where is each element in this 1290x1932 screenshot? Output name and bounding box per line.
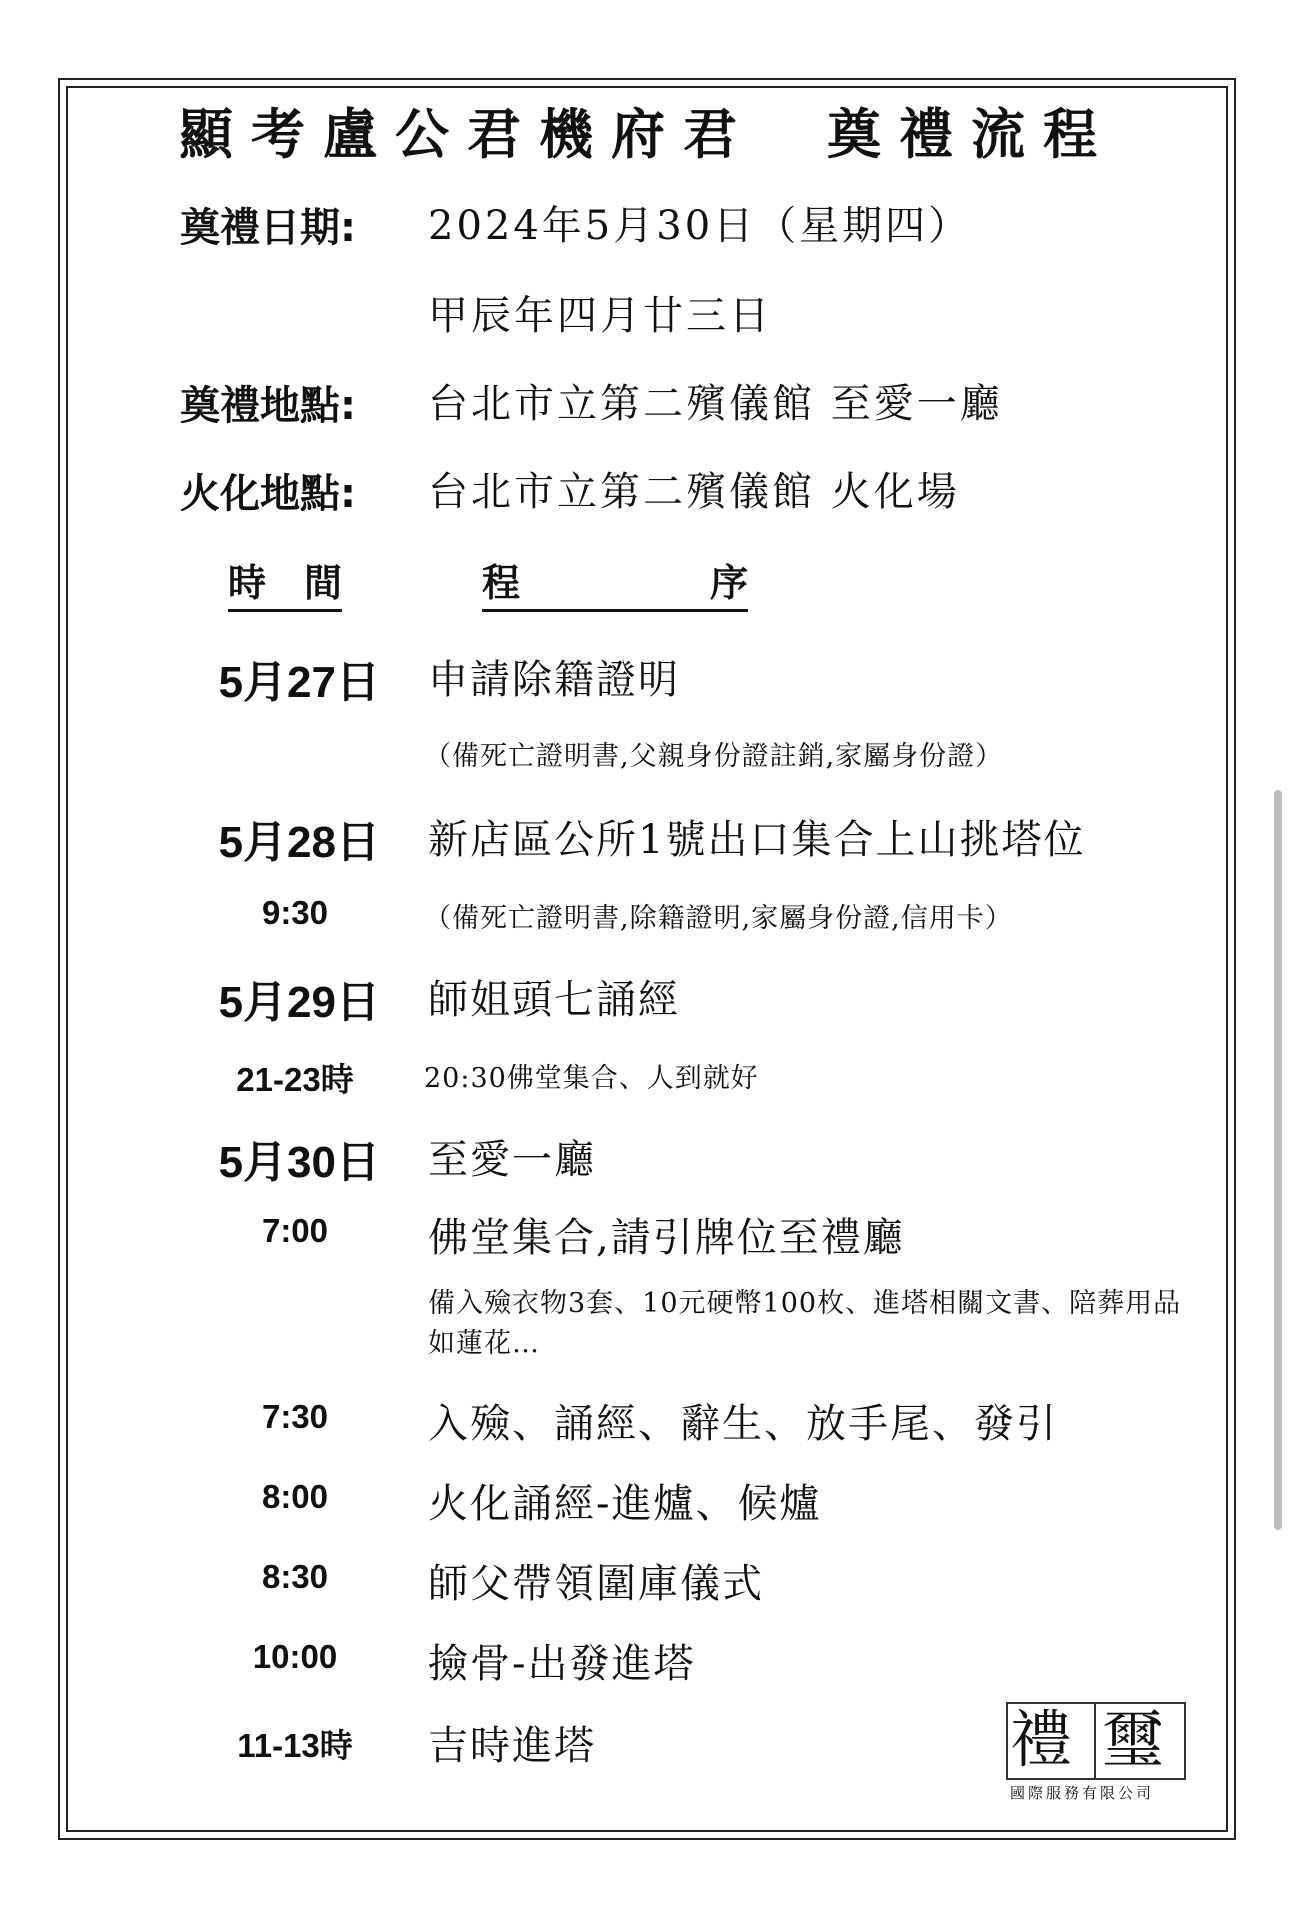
schedule-time: 8:00 — [261, 1478, 329, 1515]
schedule-date: 5月28日 — [218, 818, 380, 867]
schedule-item: 吉時進塔 — [428, 1723, 596, 1769]
time-column-header: 時 間 — [228, 552, 342, 612]
schedule-time: 10:00 — [252, 1638, 338, 1675]
schedule-note: （備死亡證明書,除籍證明,家屬身份證,信用卡） — [424, 903, 1013, 934]
program-column-header: 程 序 — [482, 552, 748, 612]
logo-company-name: 國際服務有限公司 — [1010, 1784, 1155, 1802]
schedule-time: 21-23時 — [236, 1061, 354, 1098]
ceremony-venue-value: 台北市立第二殯儀館 至愛一廳 — [428, 381, 1003, 427]
schedule-item: 入殮、誦經、辭生、放手尾、發引 — [428, 1401, 1058, 1447]
cremation-venue-value: 台北市立第二殯儀館 火化場 — [428, 469, 960, 515]
schedule-item: 申請除籍證明 — [428, 657, 680, 703]
vertical-scrollbar[interactable] — [1274, 790, 1282, 1530]
logo-character: 璽 — [1102, 1703, 1165, 1776]
company-logo — [1006, 1702, 1196, 1802]
schedule-note: 20:30佛堂集合、人到就好 — [424, 1063, 759, 1094]
logo-character: 禮 — [1010, 1703, 1073, 1776]
schedule-date: 5月29日 — [218, 978, 380, 1027]
schedule-time: 8:30 — [261, 1558, 329, 1595]
schedule-time: 11-13時 — [237, 1727, 353, 1764]
schedule-item: 師姐頭七誦經 — [428, 977, 680, 1023]
logo-divider — [1094, 1702, 1096, 1780]
lunar-date-value: 甲辰年四月廿三日 — [428, 293, 772, 339]
schedule-item: 至愛一廳 — [428, 1137, 596, 1183]
document-title: 顯考盧公君機府君 奠禮流程 — [179, 103, 1115, 166]
schedule-time: 7:00 — [261, 1212, 329, 1249]
ceremony-date-label: 奠禮日期: — [180, 205, 356, 251]
ceremony-date-value: 2024年5月30日（星期四） — [428, 203, 972, 249]
schedule-note: 備入殮衣物3套、10元硬幣100枚、進塔相關文書、陪葬用品如蓮花… — [428, 1288, 1182, 1359]
schedule-item: 師父帶領圍庫儀式 — [428, 1561, 764, 1607]
schedule-date: 5月27日 — [218, 658, 380, 707]
ceremony-venue-label: 奠禮地點: — [180, 383, 356, 429]
schedule-date: 5月30日 — [218, 1138, 380, 1187]
schedule-item: 佛堂集合,請引牌位至禮廳 — [428, 1215, 905, 1261]
schedule-item: 火化誦經-進爐、候爐 — [428, 1481, 822, 1527]
schedule-note: （備死亡證明書,父親身份證註銷,家屬身份證） — [424, 741, 1004, 772]
cremation-venue-label: 火化地點: — [180, 471, 356, 517]
schedule-time: 7:30 — [261, 1398, 329, 1435]
schedule-item: 新店區公所1號出口集合上山挑塔位 — [428, 817, 1086, 863]
schedule-item: 撿骨-出發進塔 — [428, 1641, 696, 1687]
schedule-time: 9:30 — [261, 894, 329, 931]
